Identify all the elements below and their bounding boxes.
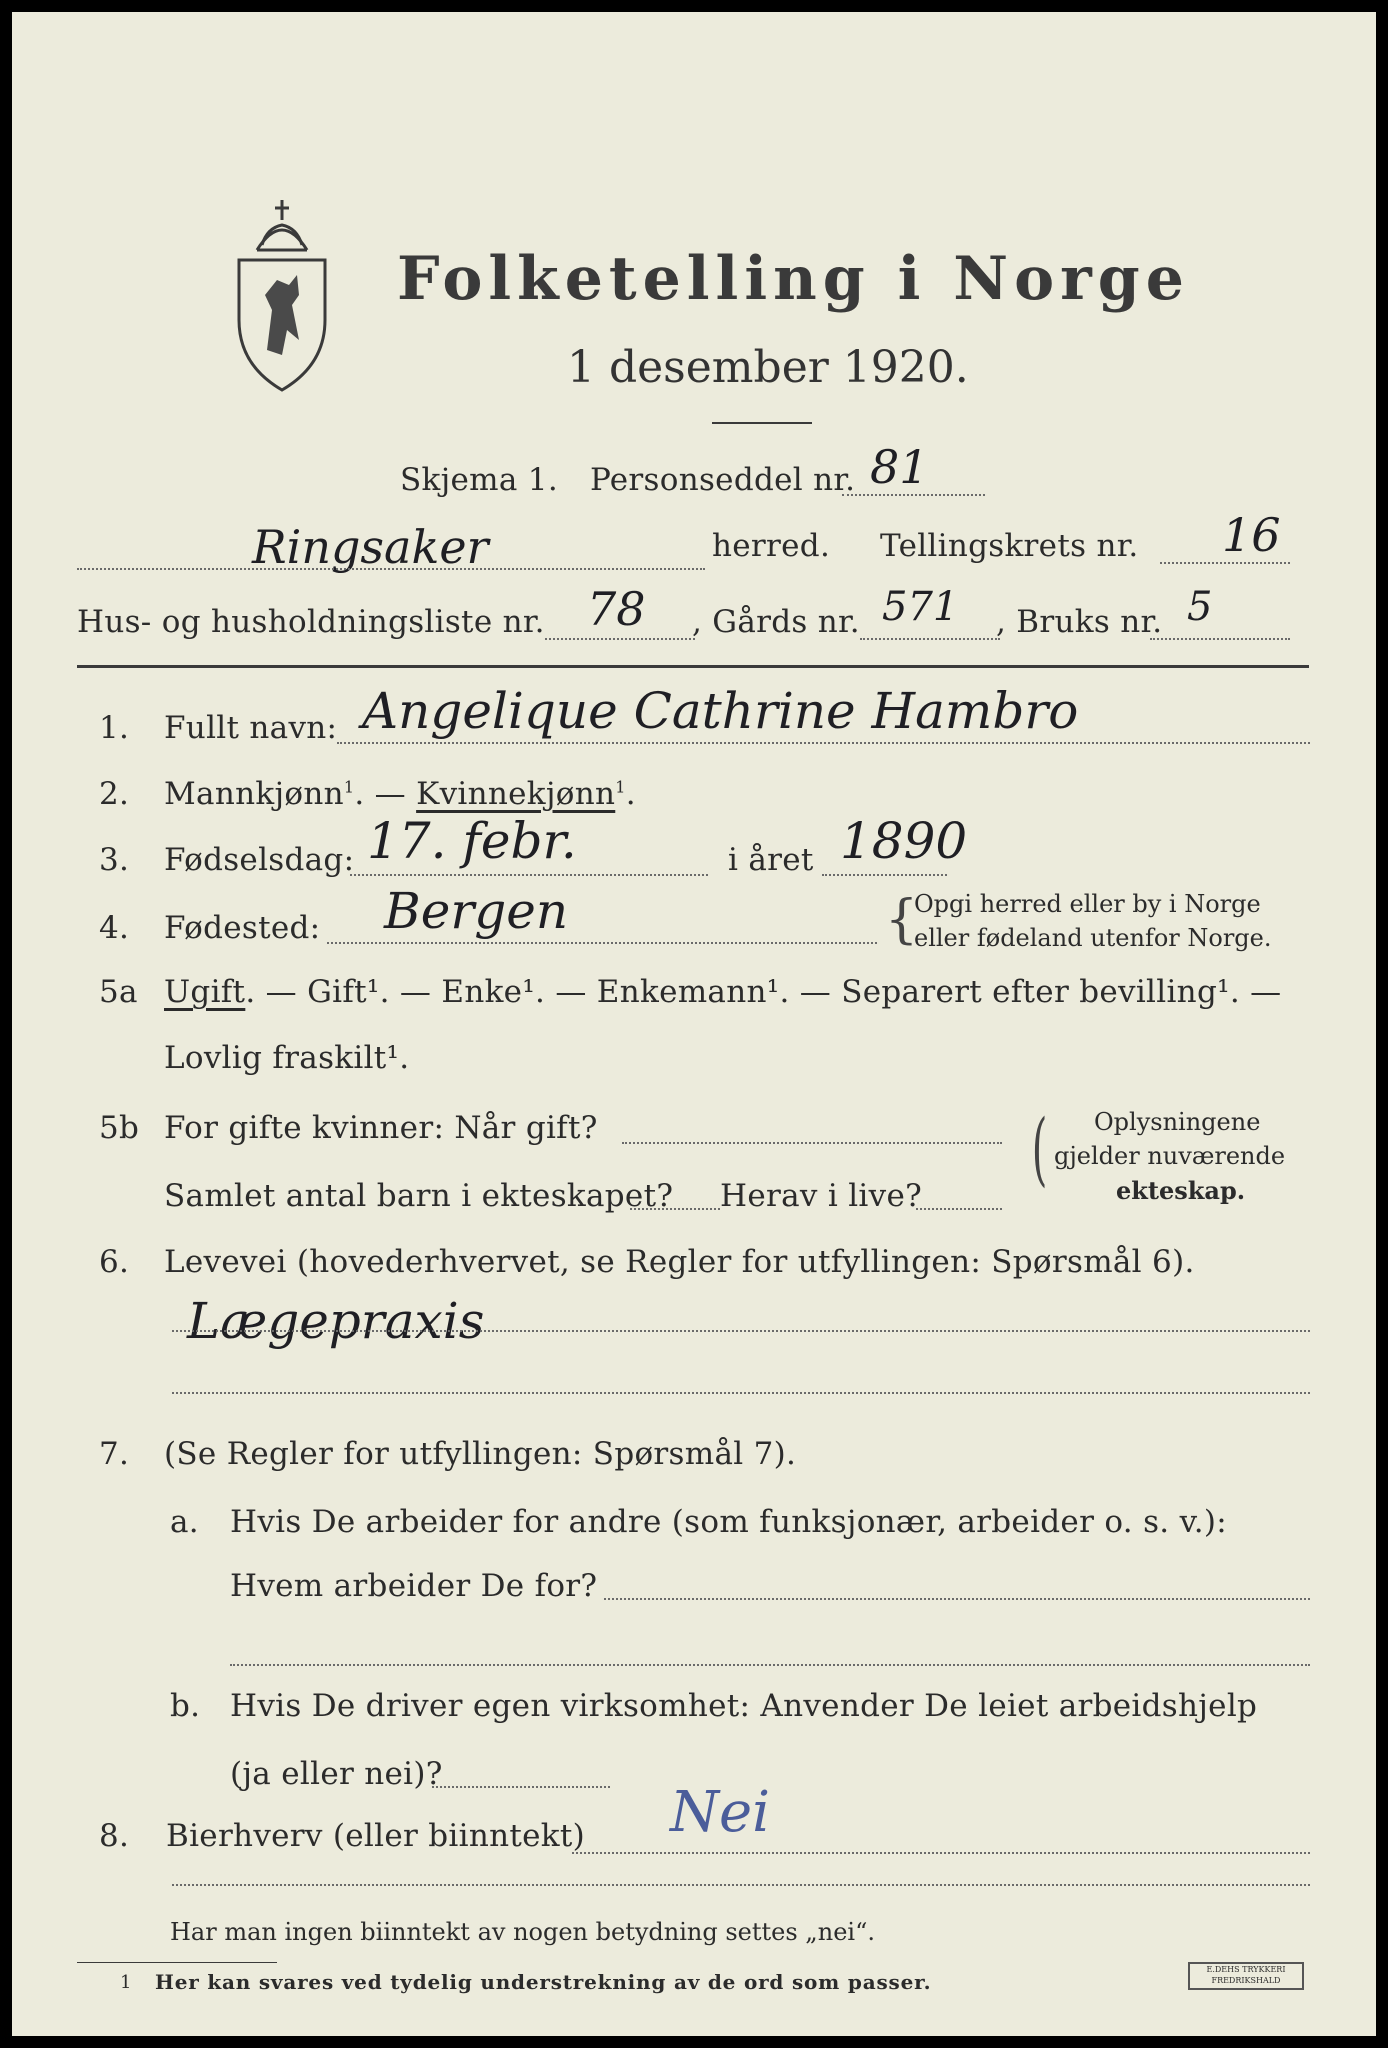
bruks-line — [1150, 638, 1290, 640]
q5b-number: 5b — [99, 1110, 140, 1146]
birth-year-value: 1890 — [840, 812, 968, 870]
q5b-note-1: Oplysningene — [1094, 1108, 1261, 1136]
full-name-value: Angelique Cathrine Hambro — [362, 682, 1079, 740]
q7a-line2: Hvem arbeider De for? — [230, 1568, 598, 1604]
children-line — [630, 1208, 720, 1210]
q7b-line1: Hvis De driver egen virksomhet: Anvender De leiet arbeidshjelp — [230, 1688, 1258, 1724]
employer-line-1 — [604, 1598, 1310, 1600]
footnote-divider — [77, 1962, 277, 1963]
herred-value: Ringsaker — [252, 520, 489, 574]
q5b-note-3: ekteskap. — [1116, 1176, 1246, 1205]
year-line — [822, 874, 947, 876]
q5b-line1: For gifte kvinner: Når gift? — [164, 1110, 598, 1146]
gards-line — [860, 638, 1000, 640]
q1-line — [337, 742, 1310, 744]
q7a-line1: Hvis De arbeider for andre (som funksjonær, arbeider o. s. v.): — [230, 1504, 1228, 1540]
q2-gender — [164, 776, 636, 812]
personseddel-label: Personseddel nr. — [590, 462, 856, 498]
tellingskrets-label: Tellingskrets nr. — [880, 528, 1139, 564]
birthplace-note-1: Opgi herred eller by i Norge — [914, 890, 1261, 918]
q7-number: 7. — [99, 1436, 130, 1472]
census-form — [12, 12, 1376, 2036]
q2-end: . — [625, 776, 636, 812]
employer-line-2 — [230, 1664, 1310, 1666]
husliste-label: Hus- og husholdningsliste nr. — [77, 604, 545, 640]
married-when-line — [622, 1142, 1002, 1144]
occupation-value: Lægepraxis — [187, 1292, 485, 1350]
birthplace-value: Bergen — [384, 882, 569, 940]
coat-of-arms-icon — [227, 190, 337, 400]
header-divider — [77, 665, 1309, 668]
bruks-label: , Bruks nr. — [996, 604, 1163, 640]
tellingskrets-value: 16 — [1222, 508, 1281, 562]
husliste-line — [545, 638, 695, 640]
personseddel-value: 81 — [870, 440, 929, 494]
q7b-line2: (ja eller nei)? — [230, 1756, 443, 1792]
occupation-line-2 — [172, 1392, 1310, 1394]
footnote-number: 1 — [120, 1972, 132, 1993]
herred-label: herred. — [712, 528, 831, 564]
q5b-children-label: Samlet antal barn i ekteskapet? — [164, 1178, 674, 1214]
female-footnote-mark: 1 — [615, 777, 626, 797]
herred-line — [77, 568, 705, 570]
side-income-line-1 — [572, 1852, 1310, 1854]
skjema-label: Skjema 1. — [400, 462, 558, 498]
male-footnote-mark: 1 — [343, 777, 355, 797]
gards-value: 571 — [882, 584, 959, 630]
footnote-text: Her kan svares ved tydelig understrekning av de ord som passer. — [155, 1970, 932, 1994]
printer-stamp: E.DEHS TRYKKERI FREDRIKSHALD — [1188, 1962, 1304, 1990]
female-option: Kvinnekjønn — [416, 776, 616, 812]
alive-line — [916, 1208, 1002, 1210]
husliste-value: 78 — [587, 582, 646, 636]
q5a-options — [164, 974, 1281, 1010]
q6-label: Levevei (hovederhvervet, se Regler for utfyllingen: Spørsmål 6). — [164, 1244, 1195, 1280]
birthplace-line — [327, 942, 877, 944]
q5b-brace: ( — [1031, 1102, 1048, 1195]
personseddel-line — [842, 494, 985, 496]
gards-label: , Gårds nr. — [692, 604, 860, 640]
census-date: 1 desember 1920. — [567, 342, 969, 393]
ugift-option: Ugift — [164, 974, 246, 1010]
side-income-line-2 — [172, 1884, 1310, 1886]
marital-options: . — Gift¹. — Enke¹. — Enkemann¹. — Separert efter bevilling¹. — — [245, 974, 1282, 1010]
q3-label: Fødselsdag: — [164, 842, 355, 878]
q5a-number: 5a — [99, 974, 138, 1010]
tellingskrets-line — [1160, 562, 1290, 564]
q3-number: 3. — [99, 842, 130, 878]
q7b-letter: b. — [170, 1688, 201, 1724]
q8-number: 8. — [99, 1818, 130, 1854]
side-income-value: Nei — [670, 1780, 771, 1845]
q4-label: Fødested: — [164, 910, 321, 946]
male-option: Mannkjønn — [164, 776, 344, 812]
q7a-letter: a. — [170, 1504, 199, 1540]
birthday-line — [350, 874, 708, 876]
q7-label: (Se Regler for utfyllingen: Spørsmål 7). — [164, 1436, 797, 1472]
title-divider — [712, 422, 812, 424]
q2-number: 2. — [99, 776, 130, 812]
q5a-line2: Lovlig fraskilt¹. — [164, 1040, 410, 1076]
birthday-value: 17. febr. — [367, 812, 577, 870]
q4-number: 4. — [99, 910, 130, 946]
q1-number: 1. — [99, 710, 130, 746]
hired-help-line — [432, 1786, 610, 1788]
footer-note: Har man ingen biinntekt av nogen betydning settes „nei“. — [170, 1918, 875, 1946]
year-label: i året — [728, 842, 814, 878]
q6-number: 6. — [99, 1244, 130, 1280]
q2-separator: . — — [354, 776, 417, 812]
form-title: Folketelling i Norge — [397, 244, 1190, 314]
bruks-value: 5 — [1187, 584, 1213, 630]
q8-label: Bierhverv (eller biinntekt) — [166, 1818, 586, 1854]
birthplace-note-2: eller fødeland utenfor Norge. — [914, 924, 1272, 952]
q5b-alive-label: Herav i live? — [720, 1178, 923, 1214]
occupation-line-1 — [172, 1330, 1310, 1332]
q1-label: Fullt navn: — [164, 710, 338, 746]
note-brace: { — [885, 890, 919, 950]
q5b-note-2: gjelder nuværende — [1054, 1142, 1286, 1170]
